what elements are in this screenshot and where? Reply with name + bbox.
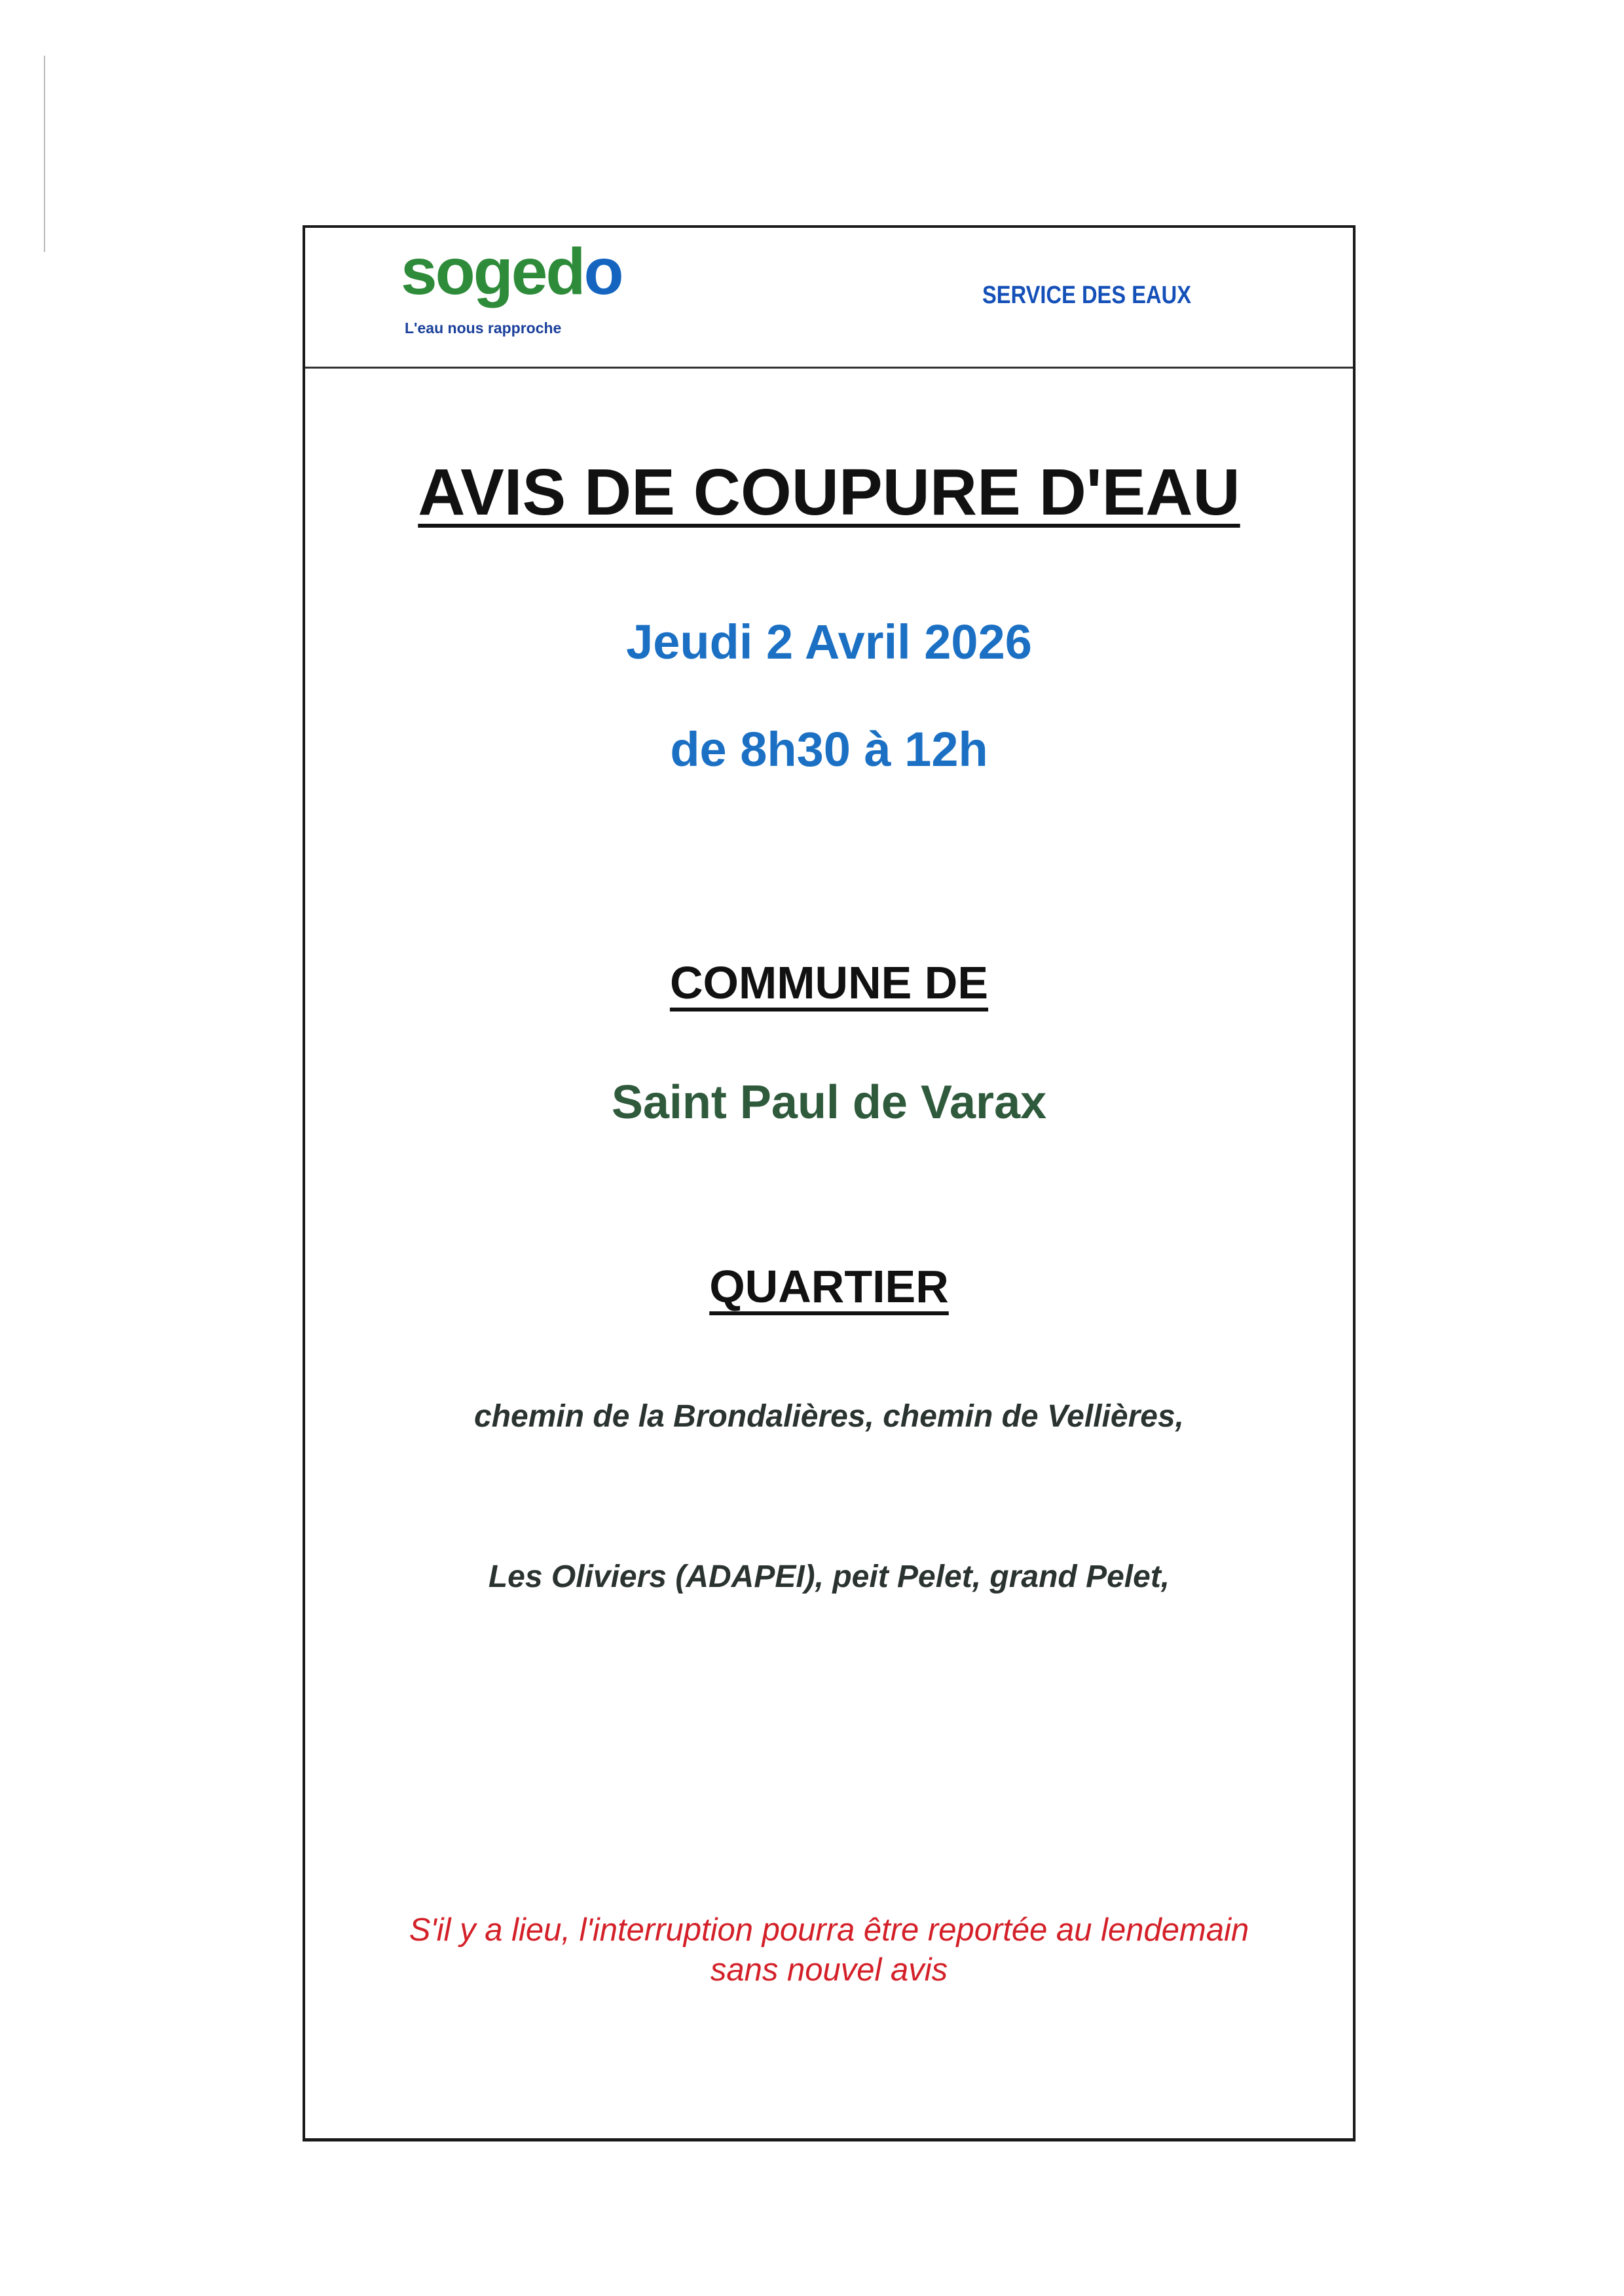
sogedo-logo — [401, 235, 622, 308]
notice-date: Jeudi 2 Avril 2026 — [626, 615, 1032, 669]
street-list-line: Les Oliviers (ADAPEI), peit Pelet, grand Pelet, — [488, 1559, 1170, 1594]
note-line: sans nouvel avis — [710, 1952, 948, 1988]
note-line: S'il y a lieu, l'interruption pourra être reportée au lendemain — [409, 1912, 1249, 1948]
postponement-note — [305, 1910, 1353, 1990]
notice-title — [305, 456, 1353, 529]
quartier-label-text: QUARTIER — [709, 1261, 949, 1312]
street-list-line: chemin de la Brondalières, chemin de Vellières, — [474, 1399, 1184, 1434]
logo-text: soged — [401, 235, 584, 308]
commune-label-text: COMMUNE DE — [669, 957, 989, 1008]
notice-time: de 8h30 à 12h — [670, 722, 988, 776]
logo-tagline: L'eau nous rapproche — [405, 319, 562, 337]
commune-label — [305, 957, 1353, 1008]
logo-text-end: o — [583, 235, 622, 308]
header-divider — [305, 367, 1353, 369]
quartier-label — [305, 1261, 1353, 1312]
notice-title-text: AVIS DE COUPURE D'EAU — [418, 456, 1240, 529]
scan-margin-line — [44, 56, 45, 252]
commune-name: Saint Paul de Varax — [611, 1076, 1047, 1129]
service-label: SERVICE DES EAUX — [982, 282, 1192, 309]
